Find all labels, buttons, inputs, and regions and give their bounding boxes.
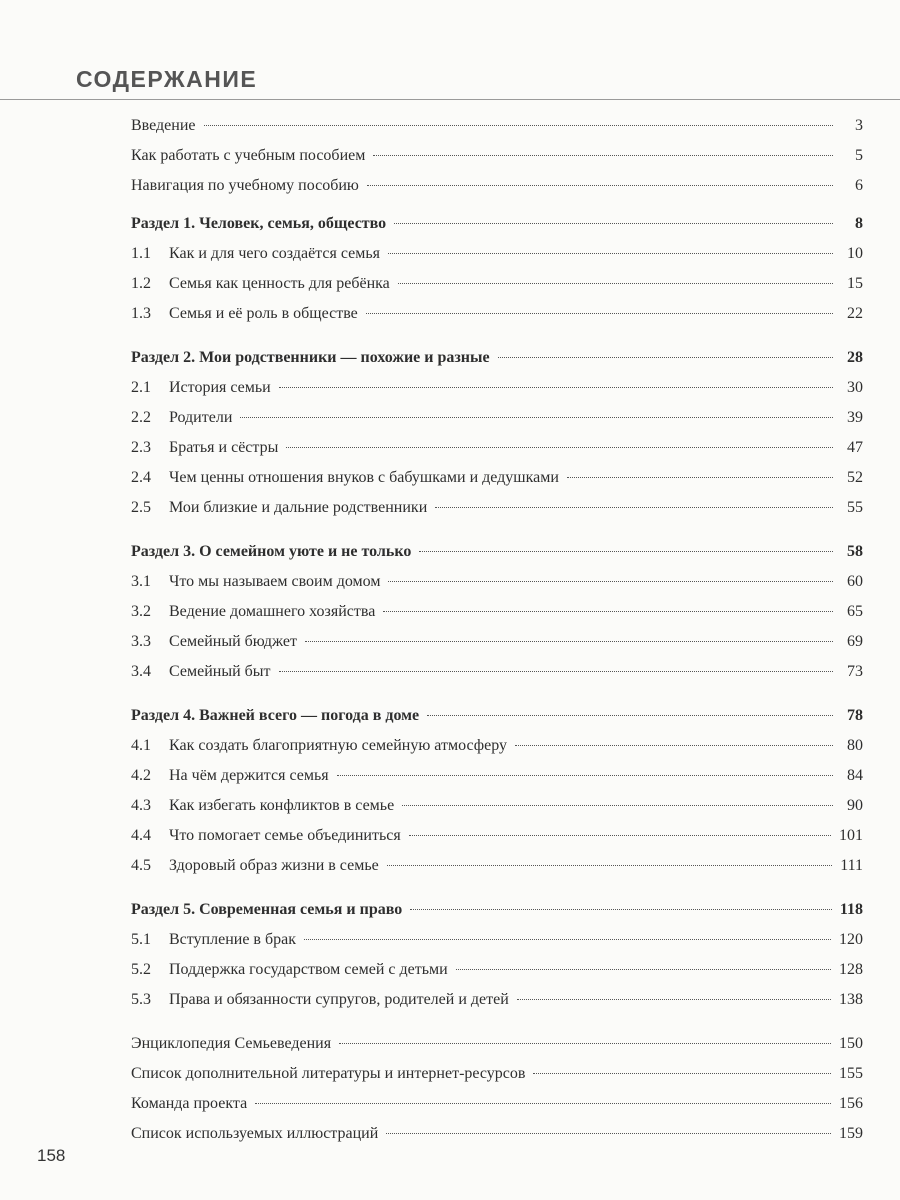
entry-number: 5.2 <box>131 961 151 978</box>
dot-leader <box>456 969 831 970</box>
entry-title: Мои близкие и дальние родственники <box>169 499 428 516</box>
dot-leader <box>339 1043 831 1044</box>
toc-entry[interactable] <box>131 1029 863 1059</box>
entry-title: Список дополнительной литературы и интернет-ресурсов <box>131 1065 526 1082</box>
toc-entry[interactable] <box>131 1119 863 1149</box>
entry-title: Родители <box>169 409 233 426</box>
entry-title: Энциклопедия Семьеведения <box>131 1035 332 1052</box>
entry-title: Введение <box>131 117 196 134</box>
table-of-contents <box>131 111 863 1149</box>
toc-entry[interactable] <box>131 567 863 597</box>
entry-title: Чем ценны отношения внуков с бабушками и дедушками <box>169 469 559 486</box>
dot-leader <box>394 223 833 224</box>
toc-entry[interactable] <box>131 1089 863 1119</box>
toc-section[interactable] <box>131 209 863 239</box>
entry-title: Семья как ценность для ребёнка <box>169 275 390 292</box>
entry-page: 84 <box>847 767 863 784</box>
entry-page: 156 <box>839 1095 863 1112</box>
entry-title: Раздел 5. Современная семья и право <box>131 901 403 918</box>
toc-entry[interactable] <box>131 433 863 463</box>
entry-page: 8 <box>855 215 863 232</box>
dot-leader <box>410 909 832 910</box>
toc-entry[interactable] <box>131 731 863 761</box>
entry-number: 3.3 <box>131 633 151 650</box>
toc-entry[interactable] <box>131 985 863 1015</box>
entry-page: 52 <box>847 469 863 486</box>
entry-number: 2.1 <box>131 379 151 396</box>
entry-number: 4.5 <box>131 857 151 874</box>
entry-title: Раздел 4. Важней всего — погода в доме <box>131 707 420 724</box>
toc-section[interactable] <box>131 537 863 567</box>
toc-entry[interactable] <box>131 821 863 851</box>
dot-leader <box>366 313 833 314</box>
entry-number: 4.2 <box>131 767 151 784</box>
dot-leader <box>533 1073 831 1074</box>
dot-leader <box>515 745 833 746</box>
entry-title: Навигация по учебному пособию <box>131 177 359 194</box>
entry-title: Команда проекта <box>131 1095 248 1112</box>
entry-page: 73 <box>847 663 863 680</box>
toc-entry[interactable] <box>131 791 863 821</box>
entry-page: 28 <box>847 349 863 366</box>
entry-page: 150 <box>839 1035 863 1052</box>
entry-title: Раздел 2. Мои родственники — похожие и разные <box>131 349 490 366</box>
toc-section[interactable] <box>131 701 863 731</box>
entry-title: Поддержка государством семей с детьми <box>169 961 448 978</box>
entry-title: Что мы называем своим домом <box>169 573 381 590</box>
entry-page: 10 <box>847 245 863 262</box>
toc-entry[interactable] <box>131 1059 863 1089</box>
page-number: 158 <box>37 1146 66 1165</box>
toc-section[interactable] <box>131 343 863 373</box>
dot-leader <box>435 507 833 508</box>
toc-entry[interactable] <box>131 627 863 657</box>
entry-page: 30 <box>847 379 863 396</box>
entry-number: 4.4 <box>131 827 151 844</box>
entry-page: 58 <box>847 543 863 560</box>
entry-title: Список используемых иллюстраций <box>131 1125 379 1142</box>
entry-number: 5.3 <box>131 991 151 1008</box>
toc-entry[interactable] <box>131 925 863 955</box>
dot-leader <box>337 775 833 776</box>
toc-entry[interactable] <box>131 171 863 201</box>
entry-title: История семьи <box>169 379 271 396</box>
entry-title: Раздел 3. О семейном уюте и не только <box>131 543 412 560</box>
entry-title: На чём держится семья <box>169 767 329 784</box>
dot-leader <box>567 477 833 478</box>
entry-number: 1.3 <box>131 305 151 322</box>
entry-page: 55 <box>847 499 863 516</box>
entry-number: 3.2 <box>131 603 151 620</box>
entry-number: 4.1 <box>131 737 151 754</box>
entry-page: 111 <box>840 857 863 874</box>
entry-page: 90 <box>847 797 863 814</box>
entry-title: Как работать с учебным пособием <box>131 147 366 164</box>
entry-title: Права и обязанности супругов, родителей и детей <box>169 991 509 1008</box>
entry-page: 101 <box>839 827 863 844</box>
toc-entry[interactable] <box>131 141 863 171</box>
toc-entry[interactable] <box>131 597 863 627</box>
toc-entry[interactable] <box>131 955 863 985</box>
dot-leader <box>409 835 831 836</box>
dot-leader <box>204 125 834 126</box>
dot-leader <box>305 641 833 642</box>
entry-title: Что помогает семье объединиться <box>169 827 401 844</box>
dot-leader <box>373 155 833 156</box>
dot-leader <box>388 581 833 582</box>
entry-title: Раздел 1. Человек, семья, общество <box>131 215 387 232</box>
dot-leader <box>387 865 832 866</box>
entry-number: 3.1 <box>131 573 151 590</box>
entry-number: 1.2 <box>131 275 151 292</box>
entry-number: 4.3 <box>131 797 151 814</box>
entry-page: 80 <box>847 737 863 754</box>
entry-title: Как создать благоприятную семейную атмосферу <box>169 737 508 754</box>
entry-page: 15 <box>847 275 863 292</box>
toc-entry[interactable] <box>131 851 863 881</box>
entry-page: 155 <box>839 1065 863 1082</box>
page-title: СОДЕРЖАНИЕ <box>76 66 258 92</box>
entry-title: Братья и сёстры <box>169 439 279 456</box>
entry-page: 78 <box>847 707 863 724</box>
entry-page: 65 <box>847 603 863 620</box>
entry-title: Ведение домашнего хозяйства <box>169 603 376 620</box>
entry-title: Семья и её роль в обществе <box>169 305 358 322</box>
toc-entry[interactable] <box>131 761 863 791</box>
entry-number: 2.2 <box>131 409 151 426</box>
dot-leader <box>286 447 833 448</box>
toc-entry[interactable] <box>131 493 863 523</box>
entry-page: 6 <box>855 177 863 194</box>
title-divider <box>0 99 900 100</box>
dot-leader <box>255 1103 831 1104</box>
entry-page: 120 <box>839 931 863 948</box>
entry-page: 39 <box>847 409 863 426</box>
entry-number: 2.4 <box>131 469 151 486</box>
toc-entry[interactable] <box>131 373 863 403</box>
entry-number: 5.1 <box>131 931 151 948</box>
dot-leader <box>383 611 833 612</box>
dot-leader <box>498 357 833 358</box>
entry-title: Семейный бюджет <box>169 633 297 650</box>
entry-page: 128 <box>839 961 863 978</box>
toc-entry[interactable] <box>131 299 863 329</box>
entry-page: 159 <box>839 1125 863 1142</box>
entry-title: Как избегать конфликтов в семье <box>169 797 395 814</box>
entry-page: 47 <box>847 439 863 456</box>
entry-page: 118 <box>839 901 863 918</box>
entry-page: 22 <box>847 305 863 322</box>
entry-title: Вступление в брак <box>169 931 296 948</box>
toc-entry[interactable] <box>131 239 863 269</box>
dot-leader <box>367 185 833 186</box>
toc-entry[interactable] <box>131 403 863 433</box>
dot-leader <box>386 1133 831 1134</box>
dot-leader <box>419 551 833 552</box>
entry-page: 138 <box>839 991 863 1008</box>
toc-entry[interactable] <box>131 657 863 687</box>
entry-page: 60 <box>847 573 863 590</box>
entry-title: Как и для чего создаётся семья <box>169 245 380 262</box>
dot-leader <box>517 999 831 1000</box>
dot-leader <box>304 939 831 940</box>
toc-entry[interactable] <box>131 111 863 141</box>
entry-page: 69 <box>847 633 863 650</box>
toc-entry[interactable] <box>131 463 863 493</box>
entry-number: 1.1 <box>131 245 151 262</box>
toc-entry[interactable] <box>131 269 863 299</box>
entry-number: 3.4 <box>131 663 151 680</box>
dot-leader <box>398 283 833 284</box>
dot-leader <box>427 715 833 716</box>
toc-section[interactable] <box>131 895 863 925</box>
entry-number: 2.3 <box>131 439 151 456</box>
entry-title: Семейный быт <box>169 663 271 680</box>
entry-number: 2.5 <box>131 499 151 516</box>
dot-leader <box>240 417 833 418</box>
dot-leader <box>388 253 833 254</box>
entry-page: 3 <box>855 117 863 134</box>
entry-page: 5 <box>855 147 863 164</box>
dot-leader <box>279 671 833 672</box>
dot-leader <box>402 805 833 806</box>
entry-title: Здоровый образ жизни в семье <box>169 857 379 874</box>
dot-leader <box>279 387 833 388</box>
